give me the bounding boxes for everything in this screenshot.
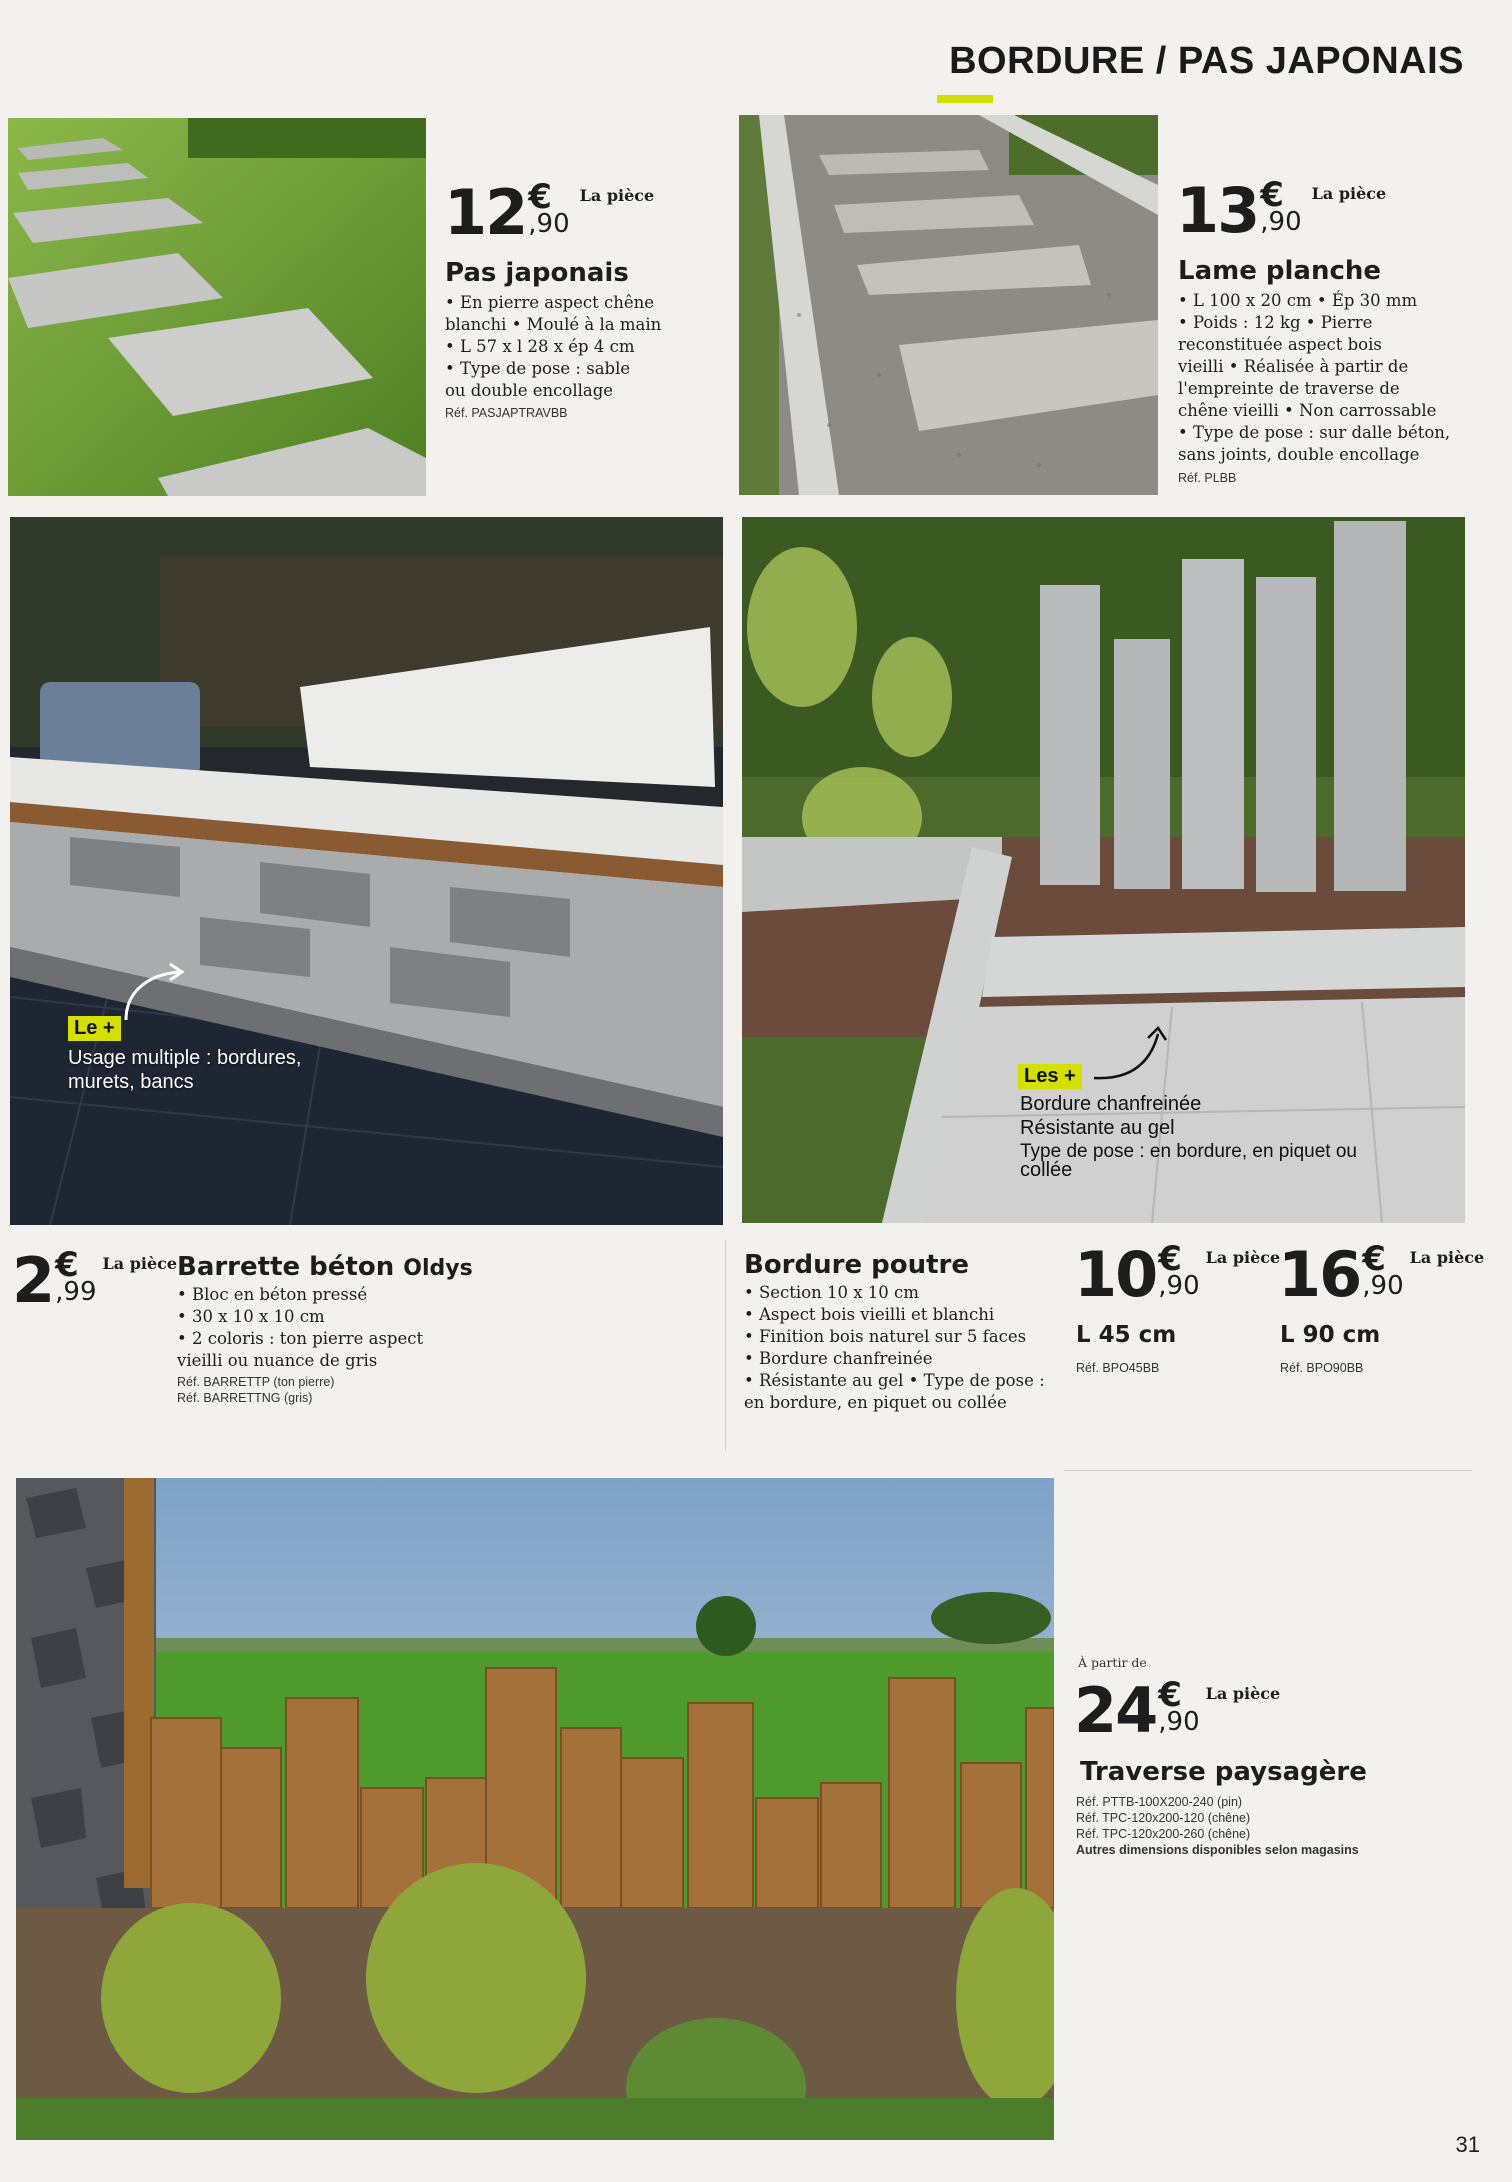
desc-line: • 2 coloris : ton pierre aspect [177,1329,424,1348]
product-name-traverse: Traverse paysagère [1080,1757,1367,1787]
photo-barrette-beton [10,517,723,1225]
price-unit: La pièce [1205,1248,1281,1267]
page-number: 31 [1455,2132,1480,2157]
section-divider [1064,1470,1472,1471]
product-name-bordure-poutre: Bordure poutre [744,1250,969,1280]
column-divider [725,1240,726,1450]
product-desc-pas-japonais [445,292,661,402]
ref-line: Réf. TPC-120x200-120 (chêne) [1076,1811,1251,1825]
price-unit: La pièce [102,1254,178,1273]
desc-line: • L 57 x l 28 x ép 4 cm [445,337,635,356]
desc-line: l'empreinte de traverse de [1178,379,1400,398]
badge-le-plus [68,1016,121,1041]
page-title: BORDURE / PAS JAPONAIS [949,40,1464,82]
price-cents: ,90 [1158,1707,1200,1737]
desc-line: sans joints, double encollage [1178,445,1420,464]
price-barrette [12,1244,178,1317]
note-line: Type de pose : en bordure, en piquet ou [1020,1141,1357,1162]
desc-line: en bordure, en piquet ou collée [744,1393,1007,1412]
product-refs-traverse [1076,1794,1359,1858]
price-unit: La pièce [1311,184,1387,203]
product-refs-barrette [177,1374,334,1406]
price-integer: 16 [1278,1238,1361,1311]
currency-symbol: € [1260,175,1284,215]
product-name-pas-japonais: Pas japonais [445,258,629,288]
note-line: collée [1020,1159,1073,1181]
desc-line: • 30 x 10 x 10 cm [177,1307,325,1326]
ref-line: Réf. BARRETTP (ton pierre) [177,1375,335,1389]
currency-symbol: € [1362,1239,1386,1279]
product-desc-bordure-poutre [744,1282,1045,1414]
price-integer: 24 [1074,1674,1157,1747]
desc-line: • En pierre aspect chêne [445,293,655,312]
plus-badge: Les + [1018,1064,1082,1089]
desc-line: • Bordure chanfreinée [744,1349,933,1368]
desc-line: • Bloc en béton pressé [177,1285,368,1304]
availability-note: Autres dimensions disponibles selon magasins [1076,1843,1359,1857]
desc-line: • Poids : 12 kg • Pierre [1178,313,1373,332]
curved-arrow-icon [120,960,190,1024]
price-cents: ,99 [55,1277,97,1307]
price-pas-japonais [444,176,655,249]
price-cents: ,90 [1260,207,1302,237]
ref-line: Réf. PTTB-100X200-240 (pin) [1076,1795,1243,1809]
price-integer: 12 [444,176,527,249]
desc-line: • Type de pose : sable [445,359,631,378]
photo-lame-planche [739,115,1158,495]
product-ref: Réf. PASJAPTRAVBB [445,406,568,420]
desc-line: • Finition bois naturel sur 5 faces [744,1327,1027,1346]
variant-ref-45: Réf. BPO45BB [1076,1361,1160,1375]
title-accent-bar [937,95,993,103]
desc-line: • Section 10 x 10 cm [744,1283,919,1302]
product-name: Barrette béton [177,1252,395,1282]
ref-line: Réf. BARRETTNG (gris) [177,1391,313,1405]
desc-line: • L 100 x 20 cm • Ép 30 mm [1178,291,1418,310]
price-cents: ,90 [1362,1271,1404,1301]
photo-pas-japonais [8,118,426,496]
currency-symbol: € [528,177,552,217]
variant-ref-90: Réf. BPO90BB [1280,1361,1364,1375]
desc-line: reconstituée aspect bois [1178,335,1382,354]
photo-traverse [16,1478,1054,2140]
note-line: murets, bancs [68,1071,194,1093]
product-desc-barrette [177,1284,423,1372]
price-integer: 2 [12,1244,54,1317]
product-name-barrette [177,1252,473,1282]
price-cents: ,90 [528,209,570,239]
badge-les-plus [1018,1064,1082,1089]
desc-line: • Aspect bois vieilli et blanchi [744,1305,995,1324]
price-unit: La pièce [1409,1248,1485,1267]
desc-line: vieilli • Réalisée à partir de [1178,357,1409,376]
desc-line: chêne vieilli • Non carrossable [1178,401,1437,420]
product-ref: Réf. PLBB [1178,471,1237,485]
desc-line: • Résistante au gel • Type de pose : [744,1371,1045,1390]
desc-line: vieilli ou nuance de gris [177,1351,378,1370]
price-bordure-45 [1074,1238,1281,1311]
note-line: Bordure chanfreinée [1020,1093,1202,1115]
bordure-note [1020,1092,1357,1181]
price-unit: La pièce [579,186,655,205]
curved-arrow-icon [1090,1024,1170,1084]
desc-line: • Type de pose : sur dalle béton, [1178,423,1451,442]
currency-symbol: € [1158,1239,1182,1279]
plus-badge: Le + [68,1016,121,1041]
currency-symbol: € [55,1245,79,1285]
note-line: Usage multiple : bordures, [68,1047,302,1069]
price-cents: ,90 [1158,1271,1200,1301]
price-bordure-90 [1278,1238,1485,1311]
variant-size-45: L 45 cm [1076,1322,1177,1348]
price-integer: 10 [1074,1238,1157,1311]
desc-line: blanchi • Moulé à la main [445,315,662,334]
variant-size-90: L 90 cm [1280,1322,1381,1348]
price-lame-planche [1176,174,1387,247]
desc-line: ou double encollage [445,381,614,400]
barrette-note [68,1046,301,1094]
product-desc-lame-planche [1178,290,1450,466]
price-unit: La pièce [1205,1684,1281,1703]
price-traverse [1074,1674,1281,1747]
currency-symbol: € [1158,1675,1182,1715]
note-line: Résistante au gel [1020,1117,1175,1139]
price-integer: 13 [1176,174,1259,247]
product-name-lame-planche: Lame planche [1178,256,1382,286]
price-from-label: À partir de [1078,1655,1147,1670]
product-brand: Oldys [403,1256,473,1281]
ref-line: Réf. TPC-120x200-260 (chêne) [1076,1827,1251,1841]
